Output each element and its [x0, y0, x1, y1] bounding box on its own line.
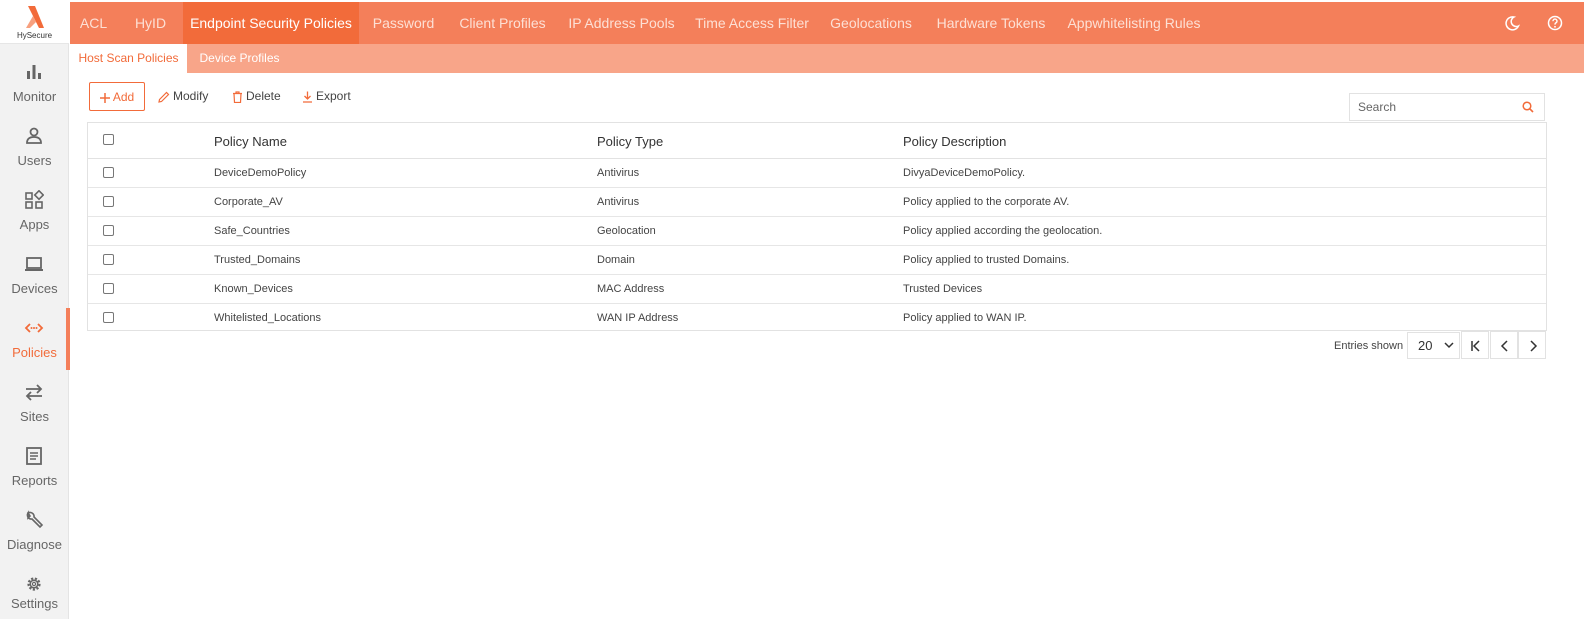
sidebar-item-reports[interactable]: [0, 436, 69, 498]
laptop-icon: [24, 254, 44, 274]
sidebar-item-settings[interactable]: [0, 564, 69, 619]
tab-password[interactable]: Password: [372, 15, 435, 31]
table-row[interactable]: [88, 304, 1546, 333]
chevron-down-icon: [1444, 342, 1454, 349]
row-checkbox[interactable]: [103, 196, 114, 207]
sidebar-item-apps[interactable]: [0, 180, 69, 242]
policy-description-cell: Policy applied according the geolocation.: [903, 225, 1103, 237]
help-icon[interactable]: [1547, 15, 1563, 31]
add-button-label: Add: [112, 90, 135, 104]
tab-geolocations[interactable]: Geolocations: [830, 15, 912, 31]
logo-text: HySecure: [16, 31, 53, 40]
chevron-left-icon: [1499, 340, 1511, 352]
sidebar-item-sites[interactable]: [0, 372, 69, 434]
hysecure-logo[interactable]: [0, 0, 69, 44]
search-icon[interactable]: [1522, 101, 1534, 113]
bar-chart-icon: [24, 62, 44, 82]
entries-per-page-select[interactable]: [1407, 332, 1460, 359]
policy-type-cell: Antivirus: [597, 196, 640, 208]
sidebar-item-diagnose[interactable]: [0, 500, 69, 562]
search-input[interactable]: [1350, 94, 1516, 120]
next-page-button[interactable]: [1518, 331, 1546, 359]
trash-icon: [232, 91, 243, 103]
tab-time-access-filter[interactable]: Time Access Filter: [695, 15, 809, 31]
sidebar-item-label: Settings: [11, 596, 58, 611]
search-box: [1349, 93, 1545, 121]
tab-appwhitelisting-rules[interactable]: Appwhitelisting Rules: [1067, 15, 1201, 31]
tab-hyid[interactable]: HyID: [134, 15, 167, 31]
tab-endpoint-security-policies[interactable]: Endpoint Security Policies: [183, 2, 359, 44]
table-row[interactable]: [88, 188, 1546, 217]
delete-button-label: Delete: [246, 89, 281, 103]
export-button-label: Export: [316, 89, 351, 103]
add-button[interactable]: [89, 82, 145, 111]
pencil-icon: [158, 91, 170, 103]
sidebar-item-label: Apps: [19, 217, 50, 232]
tab-client-profiles[interactable]: Client Profiles: [459, 15, 546, 31]
table-header: [88, 123, 1546, 159]
previous-page-button[interactable]: [1490, 331, 1518, 359]
swap-arrows-icon: [24, 382, 44, 402]
apps-grid-icon: [24, 190, 44, 210]
row-checkbox[interactable]: [103, 283, 114, 294]
policy-description-cell: DivyaDeviceDemoPolicy.: [903, 167, 1026, 179]
sidebar-item-label: Monitor: [12, 89, 57, 104]
plus-icon: [100, 93, 110, 103]
policy-type-cell: MAC Address: [597, 283, 665, 295]
policy-description-cell: Policy applied to trusted Domains.: [903, 254, 1070, 266]
policy-name-cell: Whitelisted_Locations: [214, 312, 322, 324]
first-page-button[interactable]: [1461, 331, 1489, 359]
wrench-icon: [24, 510, 44, 530]
row-checkbox[interactable]: [103, 167, 114, 178]
tab-hardware-tokens[interactable]: Hardware Tokens: [936, 15, 1046, 31]
sidebar-item-label: Sites: [20, 409, 49, 424]
row-checkbox[interactable]: [103, 254, 114, 265]
first-page-icon: [1470, 340, 1482, 352]
chevron-right-icon: [1527, 340, 1539, 352]
policy-name-cell: Corporate_AV: [214, 196, 283, 208]
entries-shown-label: Entries shown: [1334, 340, 1404, 352]
top-nav: [70, 2, 1584, 44]
policy-type-cell: Antivirus: [597, 167, 640, 179]
tab-host-scan-policies[interactable]: Host Scan Policies: [70, 44, 187, 73]
table-row[interactable]: [88, 275, 1546, 304]
download-icon: [302, 91, 313, 103]
entries-per-page-value: 20: [1418, 338, 1433, 353]
tab-acl[interactable]: ACL: [79, 15, 108, 31]
policy-type-cell: Geolocation: [597, 225, 656, 237]
sidebar-item-label: Devices: [11, 281, 58, 296]
hysecure-logo-mark: [24, 4, 46, 30]
policy-description-cell: Trusted Devices: [903, 283, 983, 295]
sidebar-item-monitor[interactable]: [0, 52, 69, 114]
gear-icon: [24, 574, 44, 594]
policy-description-cell: Policy applied to the corporate AV.: [903, 196, 1070, 208]
policy-type-cell: Domain: [597, 254, 635, 266]
table-row[interactable]: [88, 217, 1546, 246]
policy-name-cell: Known_Devices: [214, 283, 293, 295]
sidebar-item-label: Policies: [12, 345, 57, 360]
column-header-policy-type[interactable]: Policy Type: [597, 134, 664, 149]
policy-name-cell: Safe_Countries: [214, 225, 290, 237]
policy-name-cell: Trusted_Domains: [214, 254, 301, 266]
moon-icon[interactable]: [1504, 15, 1520, 31]
sub-nav: [70, 44, 1584, 73]
policy-type-cell: WAN IP Address: [597, 312, 679, 324]
document-icon: [24, 446, 44, 466]
code-arrows-icon: [24, 318, 44, 338]
export-button[interactable]: [302, 82, 354, 111]
sidebar-item-policies[interactable]: [0, 308, 69, 370]
sidebar-item-devices[interactable]: [0, 244, 69, 306]
row-checkbox[interactable]: [103, 312, 114, 323]
user-icon: [24, 126, 44, 146]
column-header-policy-description[interactable]: Policy Description: [903, 134, 1007, 149]
sidebar-item-label: Diagnose: [7, 537, 62, 552]
policies-table: [87, 122, 1547, 331]
tab-ip-address-pools[interactable]: IP Address Pools: [568, 15, 675, 31]
policy-name-cell: DeviceDemoPolicy: [214, 167, 307, 179]
delete-button[interactable]: [232, 82, 282, 111]
select-all-checkbox[interactable]: [103, 134, 114, 145]
column-header-policy-name[interactable]: Policy Name: [214, 134, 287, 149]
modify-button[interactable]: [158, 82, 214, 111]
sidebar-item-label: Reports: [11, 473, 58, 488]
sidebar: [0, 0, 69, 619]
table-row[interactable]: [88, 246, 1546, 275]
sidebar-item-label: Users: [17, 153, 52, 168]
tab-device-profiles[interactable]: Device Profiles: [199, 51, 280, 65]
table-row[interactable]: [88, 159, 1546, 188]
row-checkbox[interactable]: [103, 225, 114, 236]
modify-button-label: Modify: [173, 89, 209, 103]
policy-description-cell: Policy applied to WAN IP.: [903, 312, 1027, 324]
sidebar-item-users[interactable]: [0, 116, 69, 178]
